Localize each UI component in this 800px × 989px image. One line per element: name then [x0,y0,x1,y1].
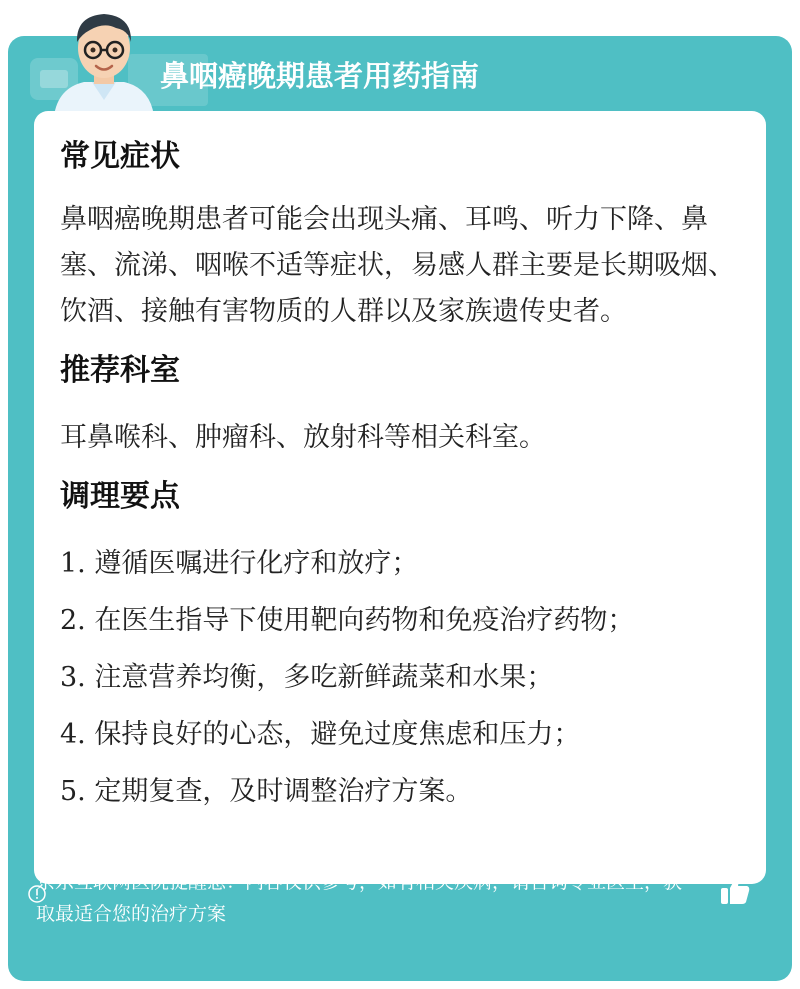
list-item-text: 定期复查，及时调整治疗方案。 [94,776,473,807]
list-item [60,763,740,820]
page-title: 鼻咽癌晚期患者用药指南 [160,59,480,93]
list-item [60,535,740,592]
content-card [34,111,766,884]
thumbs-up-icon[interactable] [717,872,753,908]
list-item [60,592,740,649]
list-item-number: 4. [60,719,86,750]
footer-notice: 京东互联网医院提醒您：内容仅供参考，如有相关疾病，请咨询专业医生，获取最适合您的治疗方案 [36,871,683,925]
section-text-symptoms: 鼻咽癌晚期患者可能会出现头痛、耳鸣、听力下降、鼻塞、流涕、咽喉不适等症状，易感人群主要是长期吸烟、饮酒、接触有害物质的人群以及家族遗传史者。 [60,204,735,327]
list-item-number: 5. [60,776,86,807]
doctor-avatar-icon [44,8,164,116]
list-item-number: 2. [60,605,86,636]
list-item [60,649,740,706]
list-item-text: 在医生指导下使用靶向药物和免疫治疗药物； [94,605,635,636]
section-heading-care: 调理要点 [60,479,180,514]
card-content [60,133,740,820]
section-heading-symptoms: 常见症状 [60,139,180,174]
list-item-text: 遵循医嘱进行化疗和放疗； [94,548,419,579]
list-item-number: 1. [60,548,86,579]
care-list [60,535,740,820]
list-item-text: 注意营养均衡，多吃新鲜蔬菜和水果； [94,662,554,693]
list-item-text: 保持良好的心态，避免过度焦虑和压力； [94,719,581,750]
section-text-departments: 耳鼻喉科、肿瘤科、放射科等相关科室。 [60,422,546,453]
list-item [60,706,740,763]
section-heading-departments: 推荐科室 [60,353,180,388]
list-item-number: 3. [60,662,86,693]
